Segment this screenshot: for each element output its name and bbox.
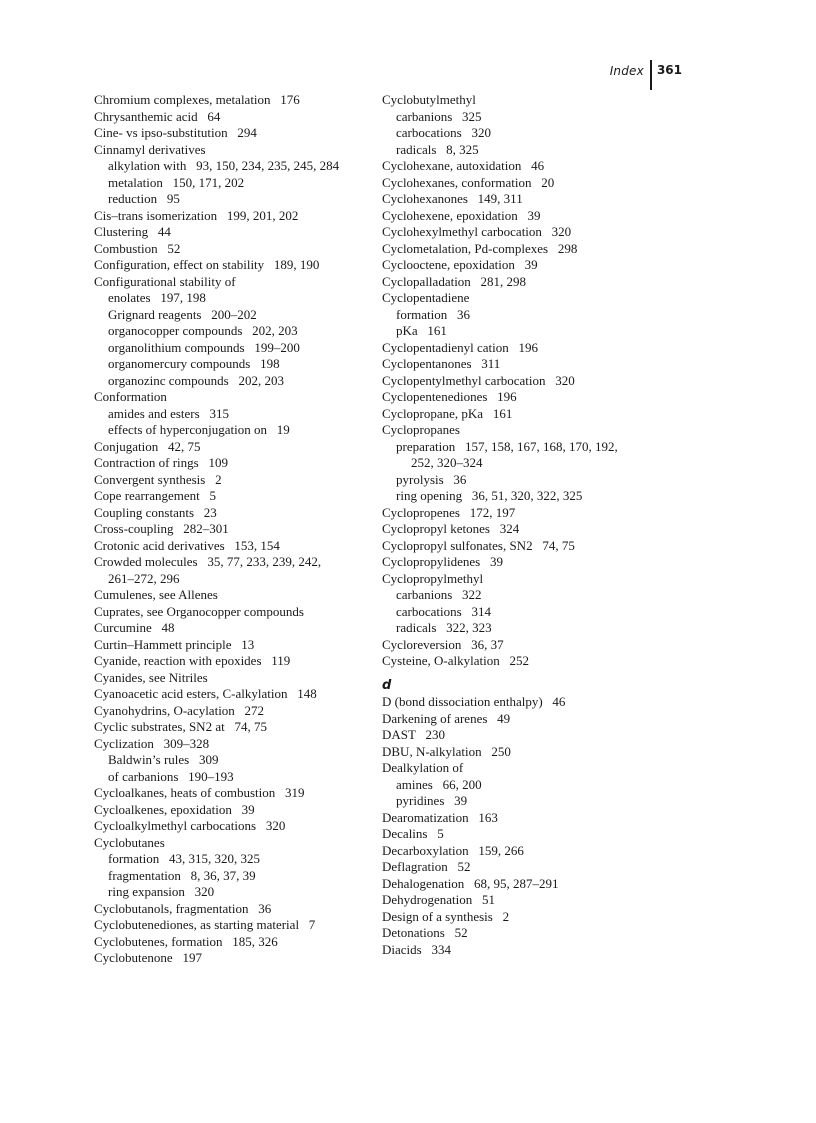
index-entry: Crowded molecules 35, 77, 233, 239, 242, <box>94 554 322 569</box>
index-entry: Combustion 52 <box>94 240 181 256</box>
index-entry: Clustering 44 <box>94 224 171 239</box>
index-entry: Cyanoacetic acid esters, C-alkylation 148 <box>94 686 317 701</box>
index-subentry: 261–272, 296 <box>108 570 180 586</box>
index-entry: Dehydrogenation 51 <box>382 892 496 907</box>
index-entry: Cyclopentanones 311 <box>382 356 501 371</box>
index-entry: Cyclohexene, epoxidation 39 <box>382 207 541 223</box>
index-subentry: carbocations 320 <box>396 125 491 140</box>
index-subentry: organolithium compounds 199–200 <box>108 339 300 355</box>
section-title: Index <box>609 64 644 78</box>
index-subentry: pKa 161 <box>396 323 447 338</box>
index-entry: Cycloreversion 36, 37 <box>382 636 504 652</box>
index-subentry: radicals 8, 325 <box>396 141 479 157</box>
index-subentry: ring opening 36, 51, 320, 322, 325 <box>396 488 583 503</box>
index-subentry: carbanions 322 <box>396 587 482 602</box>
index-subentry: Grignard reagents 200–202 <box>108 306 257 322</box>
index-entry: Cyanides, see Nitriles <box>94 669 208 685</box>
index-entry: Dealkylation of <box>382 760 464 775</box>
index-subentry: ring expansion 320 <box>108 884 215 899</box>
index-entry: Design of a synthesis 2 <box>382 908 510 924</box>
index-entry: Conformation <box>94 389 167 404</box>
index-subentry: radicals 322, 323 <box>396 620 492 635</box>
index-subentry: metalation 150, 171, 202 <box>108 174 245 190</box>
index-entry: Cyclopentenediones 196 <box>382 389 517 404</box>
index-entry: Conjugation 42, 75 <box>94 438 201 454</box>
index-entry: Curtin–Hammett principle 13 <box>94 636 255 652</box>
running-header <box>610 60 682 90</box>
index-entry: Cis–trans isomerization 199, 201, 202 <box>94 207 299 223</box>
index-subentry: preparation 157, 158, 167, 168, 170, 192, <box>396 438 618 454</box>
index-entry: Cyclobutenone 197 <box>94 950 202 965</box>
page-number: 361 <box>656 63 682 77</box>
index-entry: Configuration, effect on stability 189, 190 <box>94 257 320 272</box>
index-entry: Cyclopropanes <box>382 422 460 437</box>
index-subentry: pyridines 39 <box>396 793 468 808</box>
index-entry: Cyclic substrates, SN2 at 74, 75 <box>94 719 267 734</box>
index-entry: Cyclopentylmethyl carbocation 320 <box>382 372 575 388</box>
index-entry: Cyclohexylmethyl carbocation 320 <box>382 224 572 239</box>
index-entry: Cycloalkylmethyl carbocations 320 <box>94 818 286 833</box>
index-entry: Cyclopropylmethyl <box>382 570 484 586</box>
index-entry: Cyclohexane, autoxidation 46 <box>382 158 545 173</box>
index-entry: Cyclobutenediones, as starting material 7 <box>94 917 316 932</box>
index-entry: Cyclohexanones 149, 311 <box>382 191 523 206</box>
index-entry: Cyclopentadiene <box>382 290 470 305</box>
index-entry: Cysteine, O-alkylation 252 <box>382 653 529 668</box>
index-entry: Cyclooctene, epoxidation 39 <box>382 257 538 272</box>
index-entry: DAST 230 <box>382 727 445 742</box>
index-entry: Cyclobutanes <box>94 834 165 850</box>
index-entry: Cyclopropyl ketones 324 <box>382 521 520 536</box>
index-subentry: 252, 320–324 <box>411 455 483 470</box>
index-entry: Cine- vs ipso-substitution 294 <box>94 125 257 140</box>
index-entry: Cyclobutanols, fragmentation 36 <box>94 900 272 916</box>
index-entry: Cumulenes, see Allenes <box>94 587 218 602</box>
index-subentry: amines 66, 200 <box>396 776 482 792</box>
index-entry: Configurational stability of <box>94 273 236 289</box>
index-subentry: Baldwin’s rules 309 <box>108 752 219 767</box>
index-subentry: carbanions 325 <box>396 108 482 124</box>
index-subentry: reduction 95 <box>108 191 180 206</box>
index-subentry: organocopper compounds 202, 203 <box>108 323 298 338</box>
index-entry: Decarboxylation 159, 266 <box>382 842 524 858</box>
index-entry: Dehalogenation 68, 95, 287–291 <box>382 875 559 891</box>
index-entry: Cyclopropane, pKa 161 <box>382 405 513 421</box>
index-subentry: pyrolysis 36 <box>396 471 467 487</box>
index-entry: Cope rearrangement 5 <box>94 488 217 503</box>
index-subentry: enolates 197, 198 <box>108 290 206 305</box>
index-subentry: organozinc compounds 202, 203 <box>108 372 284 388</box>
index-entry: Cycloalkenes, epoxidation 39 <box>94 801 255 817</box>
index-subentry: formation 36 <box>396 306 471 322</box>
index-entry: Cyanide, reaction with epoxides 119 <box>94 653 291 668</box>
index-entry: Cycloalkanes, heats of combustion 319 <box>94 785 305 800</box>
index-entry: Cyclohexanes, conformation 20 <box>382 174 555 190</box>
index-entry: Cyclopropenes 172, 197 <box>382 504 516 520</box>
index-entry: Cinnamyl derivatives <box>94 141 206 157</box>
index-entry: Cyclobutenes, formation 185, 326 <box>94 933 278 949</box>
index-entry: Cyclization 309–328 <box>94 735 210 751</box>
section-gap <box>382 670 672 678</box>
index-column-left <box>94 92 364 967</box>
index-subentry: of carbanions 190–193 <box>108 768 234 784</box>
index-entry: Cuprates, see Organocopper compounds <box>94 603 304 619</box>
index-entry: Contraction of rings 109 <box>94 455 228 470</box>
index-entry: Detonations 52 <box>382 925 468 940</box>
section-letter-heading: d <box>382 677 392 693</box>
index-column-right <box>382 92 672 958</box>
index-entry: Cyclopentadienyl cation 196 <box>382 339 538 355</box>
index-subentry: formation 43, 315, 320, 325 <box>108 851 261 866</box>
index-entry: D (bond dissociation enthalpy) 46 <box>382 694 566 709</box>
index-subentry: amides and esters 315 <box>108 405 229 421</box>
index-entry: Cyclopalladation 281, 298 <box>382 273 527 289</box>
index-entry: Deflagration 52 <box>382 859 471 874</box>
index-entry: Cyclopropyl sulfonates, SN2 74, 75 <box>382 537 575 553</box>
index-entry: Dearomatization 163 <box>382 809 498 825</box>
index-subentry: effects of hyperconjugation on 19 <box>108 422 290 437</box>
index-entry: Convergent synthesis 2 <box>94 471 222 487</box>
index-entry: Curcumine 48 <box>94 620 175 635</box>
index-entry: Cross-coupling 282–301 <box>94 521 229 536</box>
index-entry: Cyclobutylmethyl <box>382 92 476 107</box>
index-subentry: organomercury compounds 198 <box>108 356 280 371</box>
index-entry: Darkening of arenes 49 <box>382 710 511 726</box>
index-entry: Decalins 5 <box>382 826 444 841</box>
index-entry: Chromium complexes, metalation 176 <box>94 92 300 107</box>
index-entry: Cyclometalation, Pd-complexes 298 <box>382 240 578 256</box>
index-entry: Cyanohydrins, O-acylation 272 <box>94 702 265 718</box>
index-subentry: fragmentation 8, 36, 37, 39 <box>108 867 256 883</box>
index-entry: Crotonic acid derivatives 153, 154 <box>94 537 280 553</box>
index-entry: Diacids 334 <box>382 941 451 957</box>
index-entry: Chrysanthemic acid 64 <box>94 108 221 124</box>
index-entry: Cyclopropylidenes 39 <box>382 554 503 569</box>
index-entry: Coupling constants 23 <box>94 504 217 520</box>
index-subentry: carbocations 314 <box>396 603 491 619</box>
header-divider <box>650 60 652 90</box>
index-subentry: alkylation with 93, 150, 234, 235, 245, 284 <box>108 158 340 173</box>
index-entry: DBU, N-alkylation 250 <box>382 743 511 759</box>
